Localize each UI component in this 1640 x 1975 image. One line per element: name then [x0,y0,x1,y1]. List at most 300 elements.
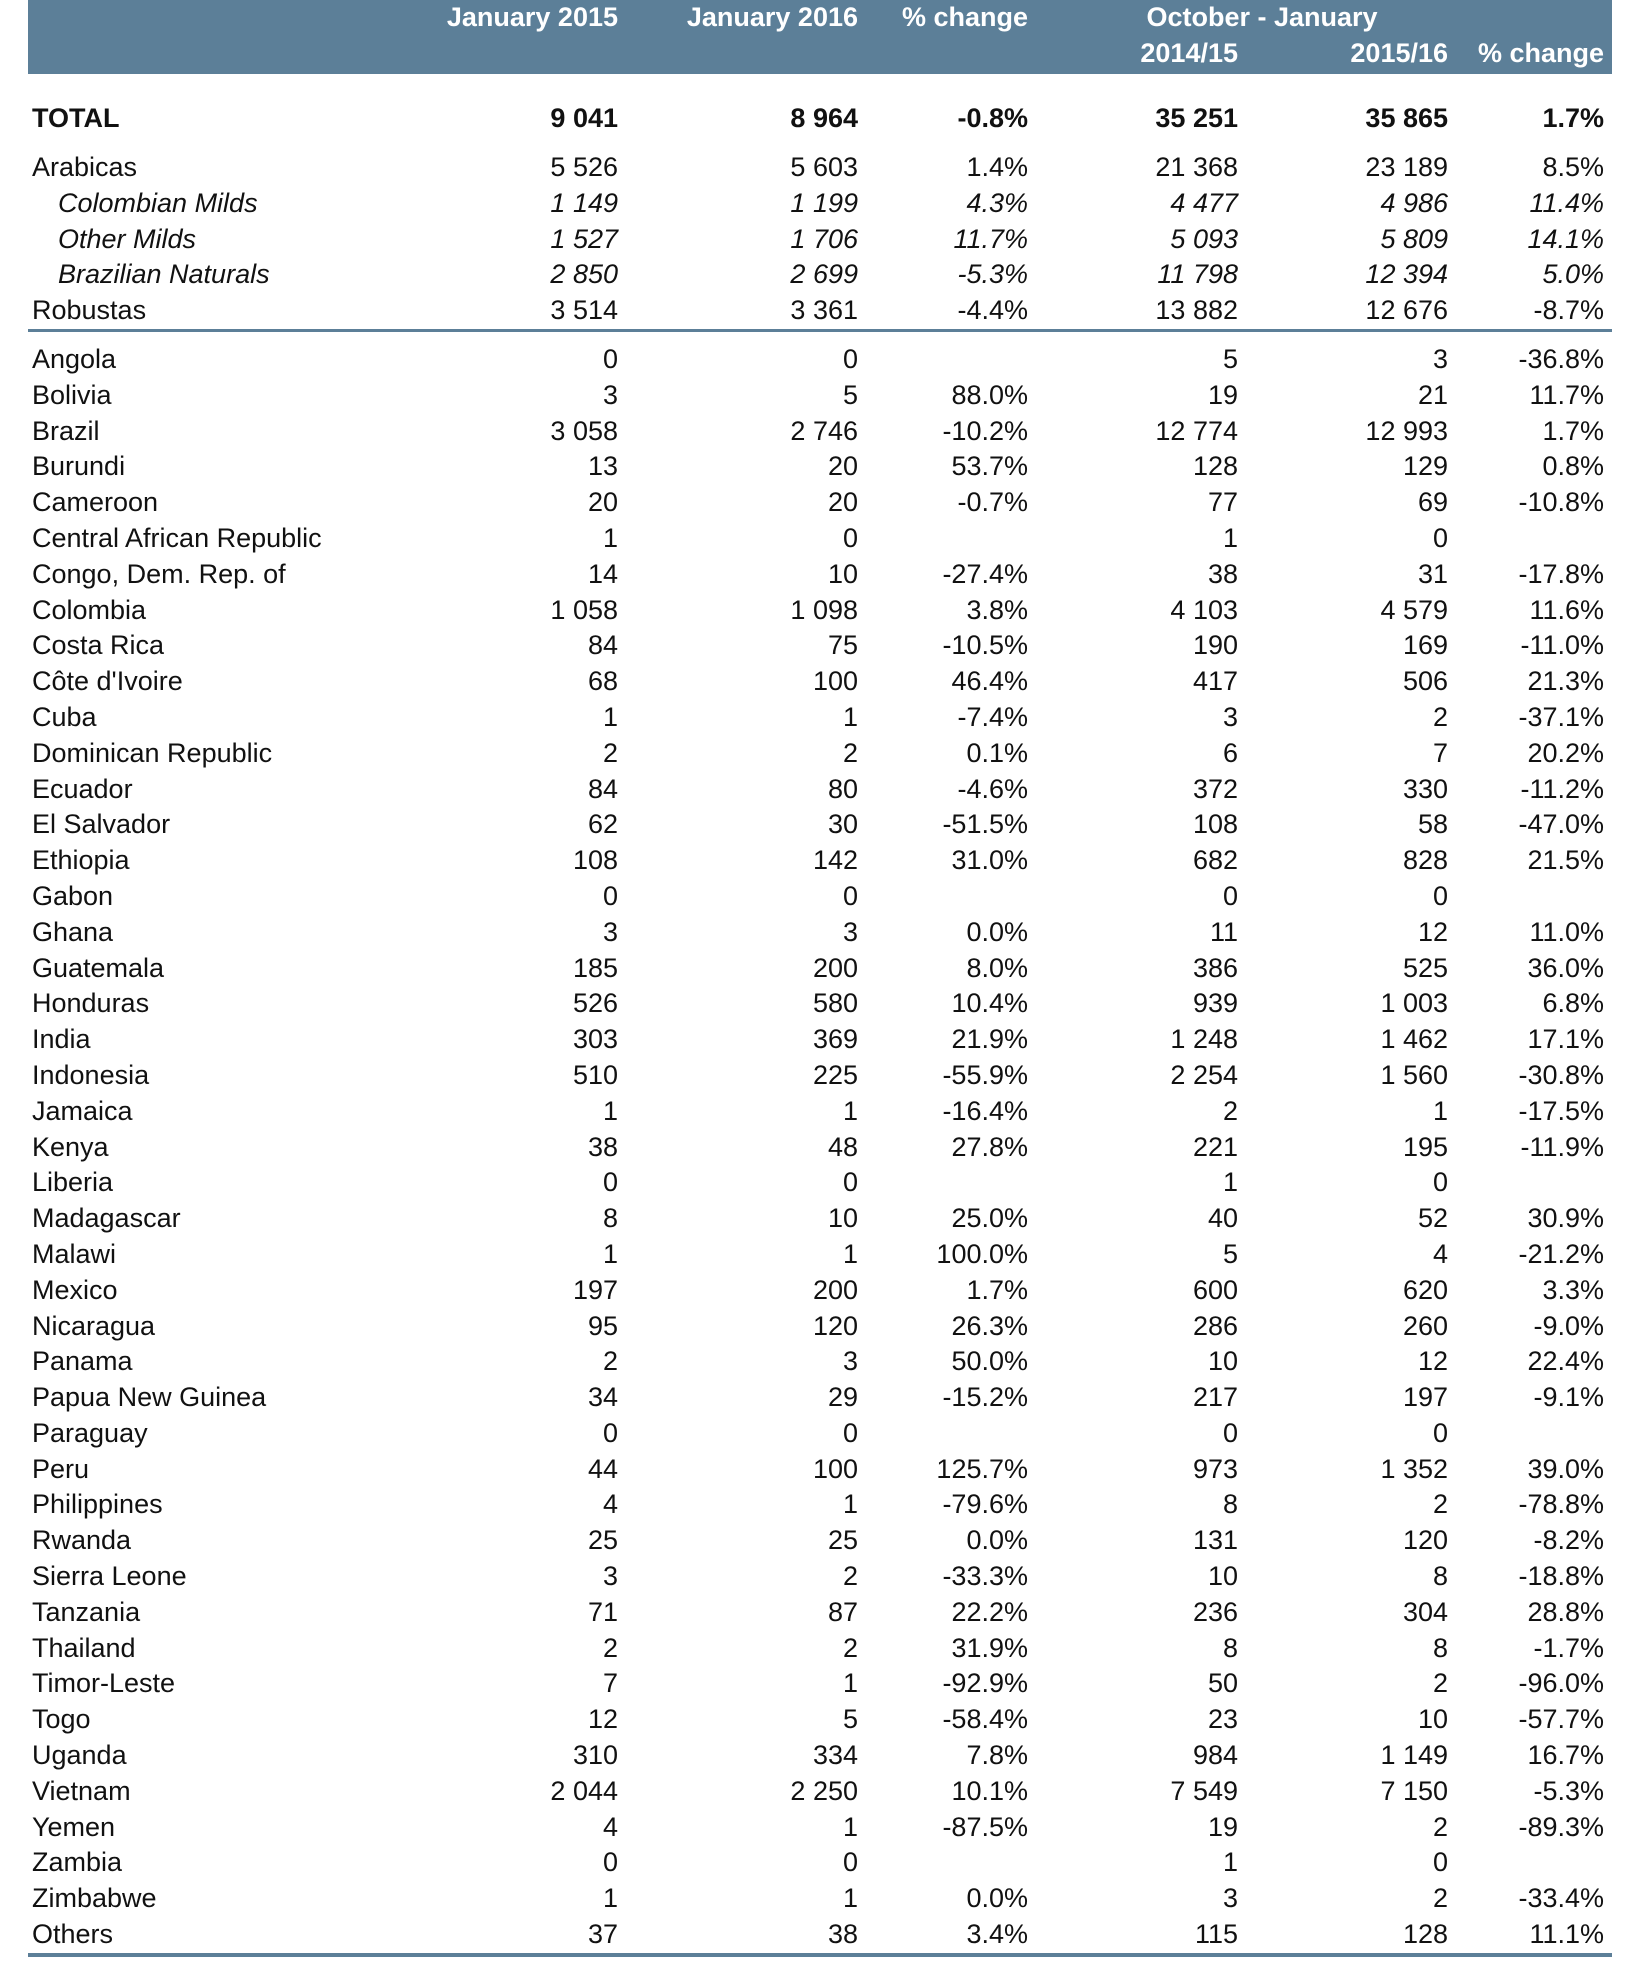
cell: 2 [1432,1489,1449,1520]
cell: 50 [1207,1668,1238,1699]
cell: 3 514 [364,293,626,330]
country-row [28,1165,1612,1201]
cell: 0 [602,343,618,374]
country-rows [28,342,1612,1955]
cell: 12 [1417,916,1449,947]
cell: 4 477 [1170,187,1238,218]
country-row [28,485,1612,521]
country-row [28,736,1612,772]
row-label: Uganda [32,1740,127,1771]
country-row [28,1523,1612,1559]
cell: 8 964 [790,102,858,133]
row-label: Cuba [32,701,97,732]
cell: 20 [827,487,858,518]
cell: 0 [602,880,618,911]
cell: -15.2% [942,1382,1028,1413]
row-label: Peru [32,1453,90,1484]
cell: 5 526 [550,152,618,182]
cell: 129 [1402,451,1449,482]
country-row [28,1452,1612,1488]
cell: 1 248 [1170,1024,1238,1055]
cell: 2 254 [1170,1059,1238,1090]
cell: 525 [1402,952,1449,983]
cell: -8.7% [1456,293,1612,330]
country-row [28,1666,1612,1702]
cell: 190 [1192,630,1238,661]
cell: 5 [1222,343,1238,374]
cell: 25 [827,1525,858,1556]
cell: 38 [626,1917,866,1955]
cell: 68 [587,666,618,697]
row-label: Rwanda [32,1525,132,1556]
cell: -87.5% [942,1811,1028,1842]
cell: 3 [1222,1883,1238,1914]
cell: 2 [602,1346,618,1377]
cell: -9.1% [1533,1382,1605,1413]
cell: -79.6% [942,1489,1028,1520]
cell: -18.8% [1518,1561,1605,1592]
cell: -0.7% [957,487,1028,518]
cell: 30 [827,809,858,840]
cell: 142 [812,845,858,876]
cell: 0 [1222,1417,1238,1448]
cell: -10.2% [942,415,1028,446]
cell: -96.0% [1518,1668,1605,1699]
cell: 12 [1417,1346,1449,1377]
cell: 4 103 [1170,594,1238,625]
header-blank-right [1456,0,1612,38]
country-row [28,700,1612,736]
cell: 1 [1222,1167,1238,1198]
cell: 75 [827,630,858,661]
cell: 0 [842,1417,858,1448]
cell: 369 [812,1024,858,1055]
cell: 417 [1192,666,1238,697]
cell: 108 [572,845,618,876]
cell: 386 [1192,952,1238,983]
cell: 84 [587,630,618,661]
cell: 2 [842,1632,858,1663]
cell: 5 603 [790,152,858,182]
cell: 984 [1192,1740,1238,1771]
cell: 510 [572,1059,618,1090]
country-row [28,1130,1612,1166]
cell: -9.0% [1533,1310,1605,1341]
cell: 973 [1192,1453,1238,1484]
header-2015-16: 2015/16 [1246,38,1456,74]
row-label: Honduras [32,988,150,1019]
cell: 0 [602,1847,618,1878]
cell: 0 [842,1167,858,1198]
cell: 31.0% [951,845,1028,876]
cell: 1.7% [1542,102,1605,133]
cell: 3 [842,1346,858,1377]
cell: 120 [812,1310,858,1341]
cell: 0.0% [966,916,1028,947]
cell: 0 [1432,1167,1449,1198]
row-label: Indonesia [32,1059,150,1090]
cell: -55.9% [942,1059,1028,1090]
cell: 25 [587,1525,618,1556]
cell: 4 [602,1489,618,1520]
country-row [28,414,1612,450]
cell: 0.8% [1542,451,1605,482]
cell: 506 [1402,666,1449,697]
cell: 197 [572,1274,618,1305]
cell: -7.4% [957,701,1028,732]
cell: -10.8% [1518,487,1605,518]
cell: 682 [1192,845,1238,876]
cell: 3 [1222,701,1238,732]
cell: 1 [602,522,618,553]
cell: 30.9% [1527,1203,1605,1234]
cell: 8 [1432,1632,1449,1663]
cell: 11 798 [1157,259,1238,290]
cell: 10 [827,1203,858,1234]
cell: 21.3% [1527,666,1605,697]
cell: 303 [572,1024,618,1055]
cell: 0 [1432,522,1449,553]
cell: 52 [1417,1203,1449,1234]
row-label: Kenya [32,1131,109,1162]
cell: -37.1% [1518,701,1605,732]
cell: 8.5% [1542,152,1605,182]
cell: 53.7% [951,451,1028,482]
row-label: El Salvador [32,809,171,840]
row-label: Côte d'Ivoire [32,666,183,697]
cell: 71 [587,1596,618,1627]
cell: 5 809 [1380,223,1449,254]
cell: 2 [1432,1668,1449,1699]
cell: 600 [1192,1274,1238,1305]
cell: -4.6% [957,773,1028,804]
country-row [28,1237,1612,1273]
type-row [28,257,1612,293]
row-label: Ghana [32,916,114,947]
country-row [28,1201,1612,1237]
cell: 1 [842,701,858,732]
cell: 1 [602,1238,618,1269]
cell: 11.7% [1529,379,1605,410]
cell: 2 699 [790,259,858,290]
cell: 0 [842,880,858,911]
cell: 2 [842,737,858,768]
row-label: Vietnam [32,1775,131,1806]
cell: 46.4% [951,666,1028,697]
cell: 38 [587,1131,618,1162]
cell [866,1416,1036,1452]
country-row [28,879,1612,915]
type-row [28,222,1612,258]
cell: 19 [1207,1811,1238,1842]
cell: 1 [842,1095,858,1126]
row-label: Others [28,1917,364,1955]
cell: 3.8% [966,594,1028,625]
cell: 200 [812,952,858,983]
cell: 330 [1402,773,1449,804]
cell: -11.9% [1520,1131,1605,1162]
cell [866,879,1036,915]
cell: -11.2% [1520,773,1605,804]
row-label: Paraguay [32,1417,148,1448]
cell: 5 [842,379,858,410]
row-label: Papua New Guinea [32,1382,267,1413]
cell: 6.8% [1542,988,1605,1019]
cell: 200 [812,1274,858,1305]
cell: 14.1% [1527,223,1605,254]
country-row [28,664,1612,700]
cell: 8.0% [966,952,1028,983]
cell: 28.8% [1527,1596,1605,1627]
country-row [28,1380,1612,1416]
cell: 0 [1432,1417,1449,1448]
header-pct-change-period: % change [1456,38,1612,74]
cell: -58.4% [942,1704,1028,1735]
country-row [28,772,1612,808]
cell: 12 [587,1704,618,1735]
cell: 38 [1207,558,1238,589]
country-row [28,1774,1612,1810]
cell: 8 [602,1203,618,1234]
cell: 0 [1222,880,1238,911]
cell: 0 [842,522,858,553]
cell: 17.1% [1527,1024,1605,1055]
cell: 21.5% [1527,845,1605,876]
cell: 0 [602,1167,618,1198]
cell: 1 098 [790,594,858,625]
cell: 95 [587,1310,618,1341]
cell [1456,521,1612,557]
cell: 7.8% [966,1740,1028,1771]
type-group-rows [28,150,1612,330]
cell: 1 [602,1883,618,1914]
cell: 80 [827,773,858,804]
cell: 84 [587,773,618,804]
country-row [28,1344,1612,1380]
row-label: Sierra Leone [32,1561,187,1592]
header-2014-15: 2014/15 [1036,38,1246,74]
row-label: Philippines [32,1489,163,1520]
row-label: Yemen [32,1811,116,1842]
cell: 88.0% [951,379,1028,410]
row-label: Ecuador [32,773,133,804]
cell: -4.4% [866,293,1036,330]
cell: -33.4% [1518,1883,1605,1914]
cell: -0.8% [957,102,1028,133]
cell [1456,1845,1612,1881]
country-row [28,1487,1612,1523]
cell: 1.7% [1542,415,1605,446]
cell: -30.8% [1518,1059,1605,1090]
cell: 169 [1402,630,1449,661]
row-label: Zambia [32,1847,123,1878]
country-row [28,1559,1612,1595]
cell: 0.0% [966,1525,1028,1556]
type-row [28,150,1612,186]
cell: 120 [1402,1525,1449,1556]
country-row [28,1702,1612,1738]
country-row [28,1058,1612,1094]
country-row [28,1738,1612,1774]
row-label: Colombia [32,594,147,625]
cell: 23 [1207,1704,1238,1735]
cell: 3.4% [866,1917,1036,1955]
cell: 3 [602,916,618,947]
cell: 7 [602,1668,618,1699]
cell: 6 [1222,737,1238,768]
cell: 1 527 [550,223,618,254]
cell: 939 [1192,988,1238,1019]
cell: 4 [602,1811,618,1842]
cell: 128 [1246,1917,1456,1955]
cell: 260 [1402,1310,1449,1341]
cell: 334 [812,1740,858,1771]
cell: 0.0% [966,1883,1028,1914]
row-label: Madagascar [32,1203,181,1234]
cell: 44 [587,1453,618,1484]
cell: 580 [812,988,858,1019]
cell: -21.2% [1518,1238,1605,1269]
cell: 11.4% [1529,187,1605,218]
cell: 7 150 [1380,1775,1449,1806]
cell: 1 [842,1668,858,1699]
cell: 1 706 [790,223,858,254]
cell: 1 [842,1811,858,1842]
row-label: Nicaragua [32,1310,156,1341]
cell: 50.0% [951,1346,1028,1377]
cell: 1 [842,1238,858,1269]
cell: 115 [1036,1917,1246,1955]
cell: 69 [1417,487,1449,518]
cell: 1 352 [1380,1453,1449,1484]
cell: 304 [1402,1596,1449,1627]
coffee-exports-table [28,0,1612,1957]
country-row [28,593,1612,629]
cell: 39.0% [1527,1453,1605,1484]
cell: 21 [1417,379,1449,410]
row-label: Ethiopia [32,845,130,876]
cell: 3 [602,379,618,410]
cell [866,521,1036,557]
country-row [28,1631,1612,1667]
country-row [28,449,1612,485]
cell: 11.7% [953,223,1028,254]
cell: 1.7% [966,1274,1028,1305]
cell: 13 [587,451,618,482]
country-row [28,342,1612,378]
cell: 1 [1432,1095,1449,1126]
cell: 286 [1192,1310,1238,1341]
cell: 10.1% [951,1775,1028,1806]
cell: 62 [587,809,618,840]
cell: -8.2% [1533,1525,1605,1556]
row-label: Angola [32,343,117,374]
country-row [28,1416,1612,1452]
cell [866,1165,1036,1201]
cell: 12 993 [1365,415,1449,446]
cell: 3 058 [550,415,618,446]
cell: 8 [1222,1489,1238,1520]
cell: -27.4% [942,558,1028,589]
cell: -51.5% [942,809,1028,840]
row-label: Other Milds [58,223,197,254]
cell [866,342,1036,378]
row-label: Central African Republic [32,522,322,553]
cell: 236 [1192,1596,1238,1627]
country-row [28,951,1612,987]
total-row [28,96,1612,140]
cell: 4 986 [1380,187,1449,218]
cell: 0 [842,1847,858,1878]
cell: 40 [1207,1203,1238,1234]
cell: 12 676 [1246,293,1456,330]
country-row [28,557,1612,593]
cell [1456,879,1612,915]
cell: 310 [572,1740,618,1771]
cell: 5 [842,1704,858,1735]
cell: 10 [1207,1346,1238,1377]
cell: 3 [842,916,858,947]
cell: 20 [587,487,618,518]
cell: -57.7% [1518,1704,1605,1735]
cell: 12 774 [1155,415,1238,446]
cell: 13 882 [1036,293,1246,330]
cell: 31 [1417,558,1449,589]
country-row [28,1273,1612,1309]
exports-table-page [28,0,1612,1957]
cell: 20 [827,451,858,482]
country-row [28,1810,1612,1846]
row-label: Togo [32,1704,91,1735]
cell: 9 041 [550,102,618,133]
cell: 12 394 [1365,259,1449,290]
row-label: Colombian Milds [58,187,258,218]
country-row [28,1094,1612,1130]
cell: 2 [602,737,618,768]
cell: 31.9% [951,1632,1028,1663]
row-label: Panama [32,1346,133,1377]
country-row [28,628,1612,664]
cell: 22.2% [951,1596,1028,1627]
cell: 1 [1222,1847,1238,1878]
cell: 100 [812,666,858,697]
cell: 4 579 [1380,594,1449,625]
row-label: Gabon [32,880,114,911]
cell: 197 [1402,1382,1449,1413]
cell: -16.4% [942,1095,1028,1126]
row-label: Timor-Leste [32,1668,176,1699]
cell: 11 [1209,916,1238,947]
row-label: Congo, Dem. Rep. of [32,558,286,589]
country-row [28,1845,1612,1881]
cell: 27.8% [951,1131,1028,1162]
cell: -89.3% [1518,1811,1605,1842]
row-label: Malawi [32,1238,117,1269]
cell: 29 [827,1382,858,1413]
cell: 3 [1432,343,1449,374]
country-row [28,915,1612,951]
cell: 526 [572,988,618,1019]
cell: -78.8% [1518,1489,1605,1520]
cell: 21 368 [1155,152,1238,182]
cell: 1 [1222,522,1238,553]
country-row [28,1881,1612,1917]
table-header [28,0,1612,74]
row-label: India [32,1024,91,1055]
row-label: TOTAL [32,102,120,133]
row-label: Zimbabwe [32,1883,157,1914]
cell: 620 [1402,1274,1449,1305]
